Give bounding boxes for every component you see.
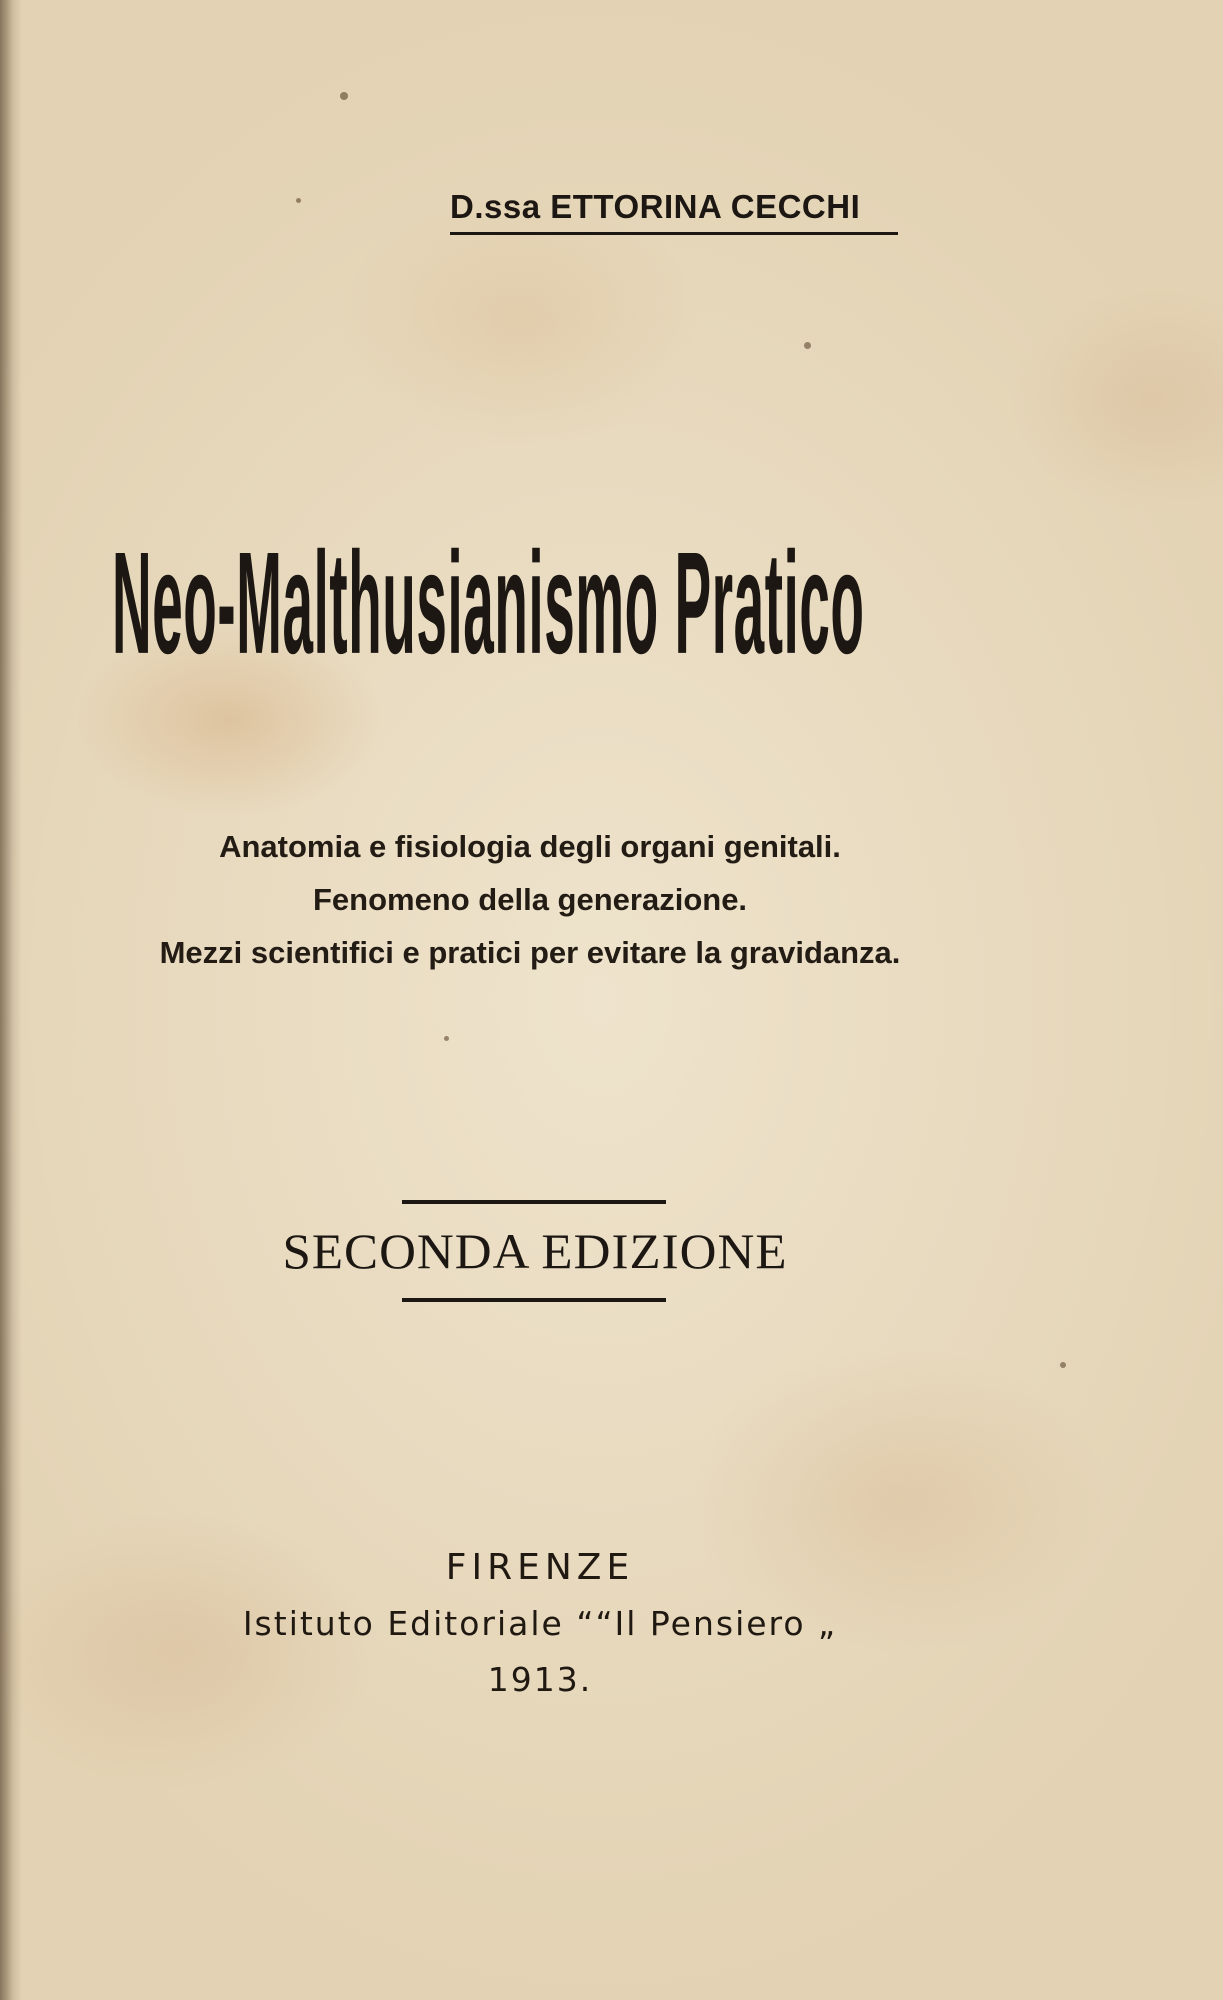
imprint	[160, 1540, 920, 1708]
book-title: Neo-Malthusianismo Pratico	[112, 521, 865, 684]
paper-speck	[296, 198, 301, 203]
subtitle	[60, 820, 1000, 979]
imprint-publisher: Istituto Editoriale ““Il Pensiero „	[242, 1604, 838, 1643]
paper-speck	[804, 342, 811, 349]
imprint-year: 1913.	[487, 1660, 593, 1699]
subtitle-line-1: Anatomia e fisiologia degli organi genitali.	[219, 829, 841, 864]
author-name: D.ssa ETTORINA CECCHI	[450, 188, 898, 235]
subtitle-line-3: Mezzi scientifici e pratici per evitare la gravidanza.	[159, 935, 901, 970]
paper-speck	[340, 92, 348, 100]
paper-speck	[1060, 1362, 1066, 1368]
paper-speck	[444, 1036, 449, 1041]
imprint-city: FIRENZE	[445, 1547, 635, 1588]
spine-shadow	[0, 0, 22, 2000]
subtitle-line-2: Fenomeno della generazione.	[312, 882, 748, 917]
edition-label: SECONDA EDIZIONE	[282, 1223, 788, 1279]
edition-rule-bottom	[402, 1298, 666, 1302]
edition-rule-top	[402, 1200, 666, 1204]
